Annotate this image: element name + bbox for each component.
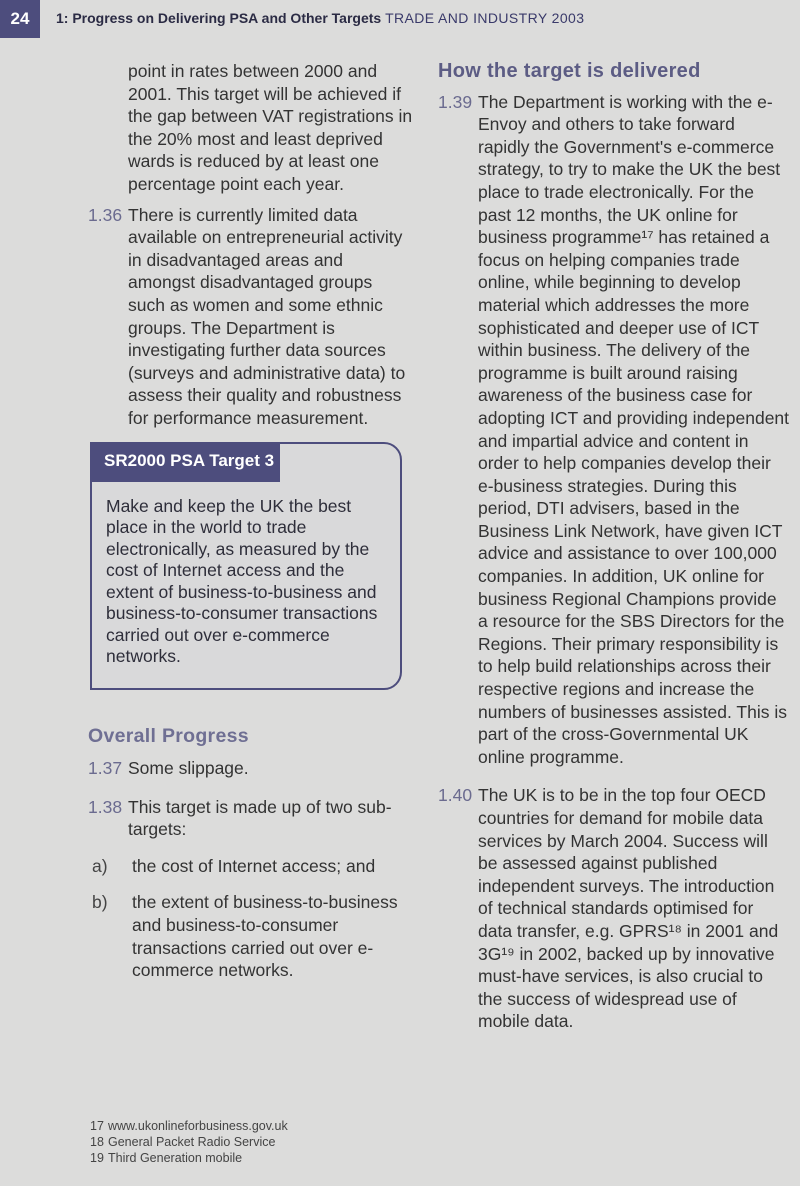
paragraph-1-40 xyxy=(438,784,790,1033)
paragraph-text: Some slippage. xyxy=(128,758,249,779)
paragraph-text: The UK is to be in the top four OECD countries for demand for mobile data services by March 2004. Success will be assessed against published independent surveys. The introduction of technical standards optimised for data transfer, e.g. GPRS¹⁸ in 2001 and 3G¹⁹ in 2002, backed up by innovative must-have services, is also crucial to the success of widespread use of mobile data. xyxy=(478,785,779,1032)
paragraph-1-37 xyxy=(88,757,413,780)
target-box-title: SR2000 PSA Target 3 xyxy=(90,442,280,482)
footnote: 17 www.ukonlineforbusiness.gov.uk xyxy=(90,1119,288,1133)
target-box xyxy=(90,442,402,690)
footnote: 18 General Packet Radio Service xyxy=(90,1135,276,1149)
sub-target-label: b) xyxy=(92,892,108,913)
right-column xyxy=(438,60,790,1033)
paragraph-text: This target is made up of two sub-targets: xyxy=(128,796,392,840)
left-column xyxy=(88,60,413,982)
paragraph-1-36 xyxy=(88,204,413,430)
paragraph-number: 1.37 xyxy=(88,758,123,779)
overall-progress-heading: Overall Progress xyxy=(88,724,249,747)
sub-target-a xyxy=(88,855,413,878)
paragraph-1-38 xyxy=(88,796,413,841)
footnote: 19 Third Generation mobile xyxy=(90,1151,243,1165)
footnotes xyxy=(90,1118,288,1166)
paragraph-1-39 xyxy=(438,91,790,769)
delivery-heading: How the target is delivered xyxy=(438,60,701,82)
page-number: 24 xyxy=(0,0,40,38)
target-box-text: Make and keep the UK the best place in the world to trade electronically, as measured by the cost of Internet access and the extent of business-to-business and business-to-consumer transactions carried out over e-commerce networks. xyxy=(106,495,378,666)
header-subtitle: TRADE AND INDUSTRY 2003 xyxy=(385,10,585,26)
sub-target-text: the cost of Internet access; and xyxy=(132,855,376,876)
lead-paragraph: point in rates between 2000 and 2001. This target will be achieved if the gap between VAT registrations in the 20% most and least deprived wards is reduced by at least one percentage point each year. xyxy=(128,61,413,194)
sub-target-label: a) xyxy=(92,855,108,876)
paragraph-number: 1.36 xyxy=(88,204,123,225)
sub-target-b xyxy=(88,891,413,981)
header-title: 1: Progress on Delivering PSA and Other Targets xyxy=(56,10,382,26)
paragraph-text: The Department is working with the e-Envoy and others to take forward rapidly the Government's e-commerce strategy, to try to make the UK the best place to trade electronically. For the past 12 months, the UK online for business programme¹⁷ has retained a focus on helping companies trade online, while beginning to develop material which addresses the more sophisticated and deeper use of ICT within business. The delivery of the programme is built around raising awareness of the business case for adopting ICT and providing independent and impartial advice and content in order to help companies develop their e-business strategies. During this period, DTI advisers, based in the Business Link Network, have given ICT advice and assistance to over 100,000 companies. In addition, UK online for business Regional Champions provide a resource for the SBS Directors for the Regions. Their primary responsibility is to help build relationships across their respective regions and increase the numbers of businesses assisted. This is part of the cross-Governmental UK online programme. xyxy=(478,91,790,767)
paragraph-number: 1.40 xyxy=(438,785,473,806)
running-header xyxy=(56,10,584,26)
paragraph-number: 1.38 xyxy=(88,796,123,817)
paragraph-number: 1.39 xyxy=(438,91,473,112)
sub-target-text: the extent of business-to-business and business-to-consumer transactions carried out over e-commerce networks. xyxy=(132,892,398,981)
paragraph-text: There is currently limited data available on entrepreneurial activity in disadvantaged areas and amongst disadvantaged groups such as women and some ethnic groups. The Department is investigating further data sources (surveys and administrative data) to assess their quality and robustness for performance measurement. xyxy=(128,204,406,428)
